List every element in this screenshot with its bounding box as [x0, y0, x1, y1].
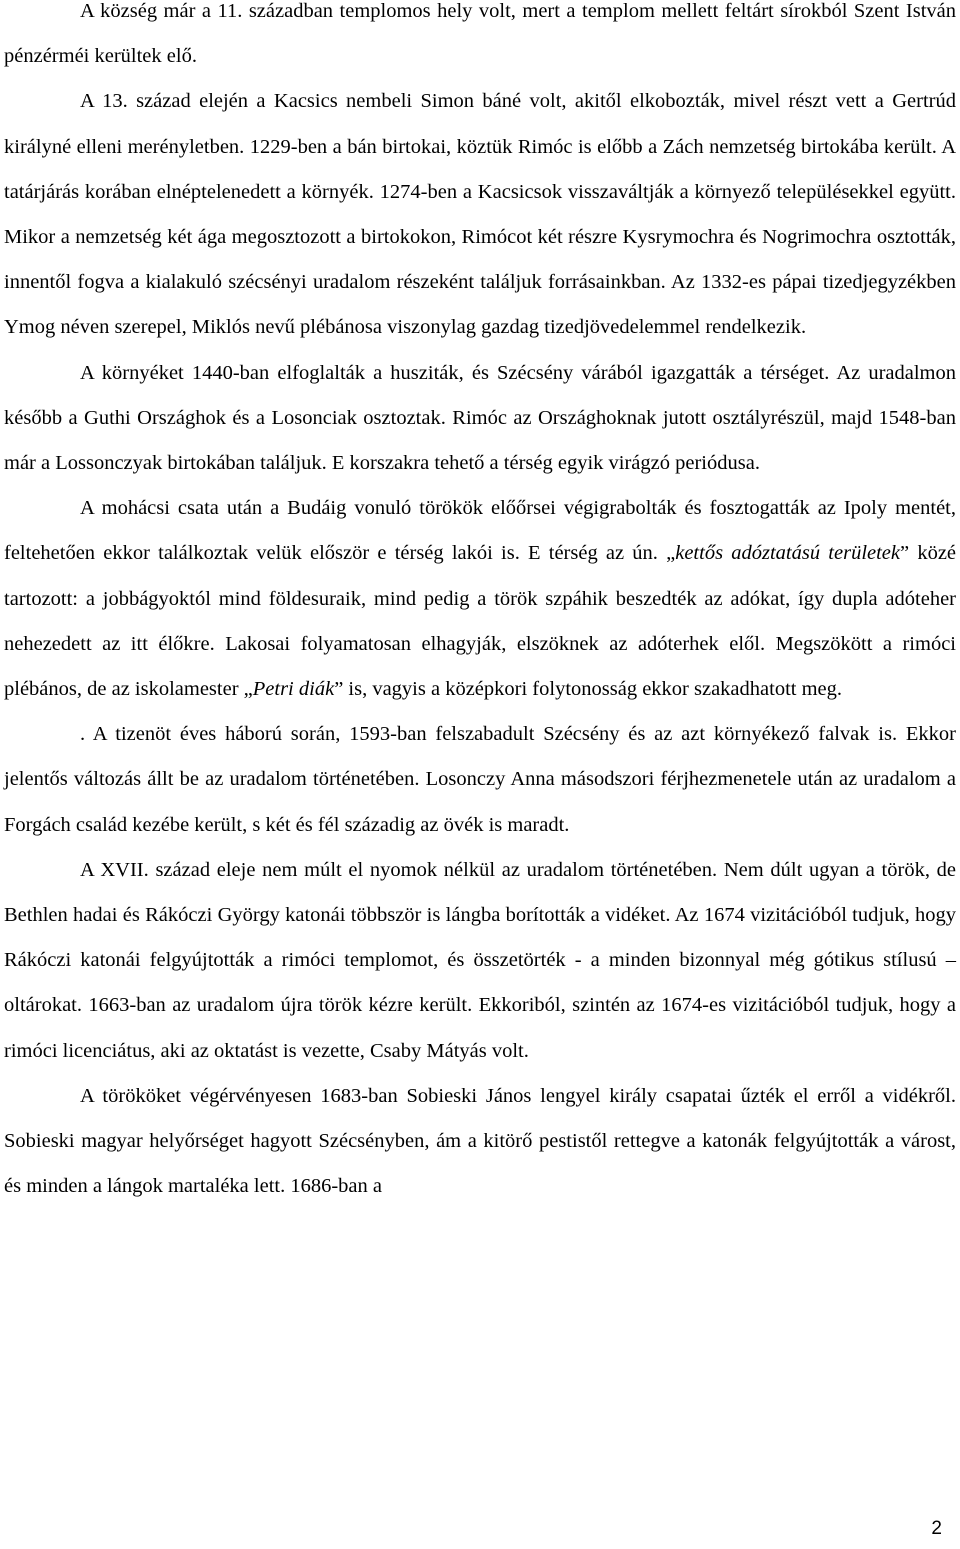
italic-text-run: kettős adóztatású területek: [675, 542, 901, 565]
page-number: 2: [931, 1518, 942, 1539]
text-run: A község már a 11. században templomos hely volt, mert a templom mellett feltárt sírokból Szent István pénzérméi kerültek elő.: [4, 0, 956, 68]
paragraph: [4, 79, 956, 350]
paragraph: [4, 486, 956, 712]
paragraph: [4, 351, 956, 487]
text-run: . A tizenöt éves háború során, 1593-ban felszabadult Szécsény és az azt környékező falvak is. Ekkor jelentős változás állt be az uradalom történetében. Losonczy Anna másodszori férjhezmenetele után az uradalom a Forgách család kezébe került, s két és fél századig az övék is maradt.: [4, 723, 956, 836]
paragraph: [4, 712, 956, 848]
text-run: A törököket végérvényesen 1683-ban Sobieski János lengyel király csapatai űzték el erről a vidékről. Sobieski magyar helyőrséget hagyott Szécsényben, ám a kitörő pestistől rettegve a katonák felgyújtották a várost, és minden a lángok martaléka lett. 1686-ban a: [4, 1084, 956, 1198]
paragraph: [4, 0, 956, 79]
text-run: A XVII. század eleje nem múlt el nyomok nélkül az uradalom történetében. Nem dúlt ugyan a török, de Bethlen hadai és Rákóczi György katonái többször is lángba borították a vidéket. Az 1674 vizitációból tudjuk, hogy Rákóczi katonái felgyújtották a rimóci templomot, és összetörték - a minden bizonnyal még gótikus stílusú – oltárokat. 1663-ban az uradalom újra török kézre került. Ekkoriból, szintén az 1674-es vizitációból tudjuk, hogy a rimóci licenciátus, aki az oktatást is vezette, Csaby Mátyás volt.: [4, 858, 956, 1062]
italic-text-run: Petri diák: [252, 678, 335, 701]
text-run: A környéket 1440-ban elfoglalták a husziták, és Szécsény várából igazgatták a térséget. Az uradalmon később a Guthi Országhok és a Losonciak osztoztak. Rimóc az Országhoknak jutott osztályrészül, majd 1548-ban már a Lossonczyak birtokában találjuk. E korszakra tehető a térség egyik virágzó periódusa.: [4, 361, 956, 475]
paragraph: [4, 1074, 956, 1210]
document-page: [4, 0, 956, 1209]
text-run: A mohácsi csata után a Budáig vonuló törökök előőrsei végigrabolták és fosztogatták az Ipoly mentét, feltehetően ekkor találkoztak velük először e térség lakói is. E térség az ún. „: [4, 497, 956, 565]
text-run: ” is, vagyis a középkori folytonosság ekkor szakadhatott meg.: [334, 678, 843, 701]
text-run: A 13. század elején a Kacsics nembeli Simon báné volt, akitől elkobozták, mivel részt vett a Gertrúd királyné elleni merényletben. 1229-ben a bán birtokai, köztük Rimóc is előbb a Zách nemzetség birtokába került. A tatárjárás korában elnéptelenedett a környék. 1274-ben a Kacsicsok visszaváltják a környező településekkel együtt. Mikor a nemzetség két ága megosztozott a birtokokon, Rimócot két részre Kysrymochra és Nogrimochra osztották, innentől fogva a kialakuló szécsényi uradalom részeként találjuk forrásainkban. Az 1332-es pápai tizedjegyzékben Ymog néven szerepel, Miklós nevű plébánosa viszonylag gazdag tizedjövedelemmel rendelkezik.: [4, 90, 956, 339]
text-run: ” közé tartozott: a jobbágyoktól mind földesuraik, mind pedig a török szpáhik beszedték az adókat, így dupla adóteher nehezedett az itt élőkre. Lakosai folyamatosan elhagyják, elszöknek az adóterhek elől. Megszökött a rimóci plébános, de az iskolamester „: [4, 542, 957, 701]
paragraph: [4, 848, 956, 1074]
